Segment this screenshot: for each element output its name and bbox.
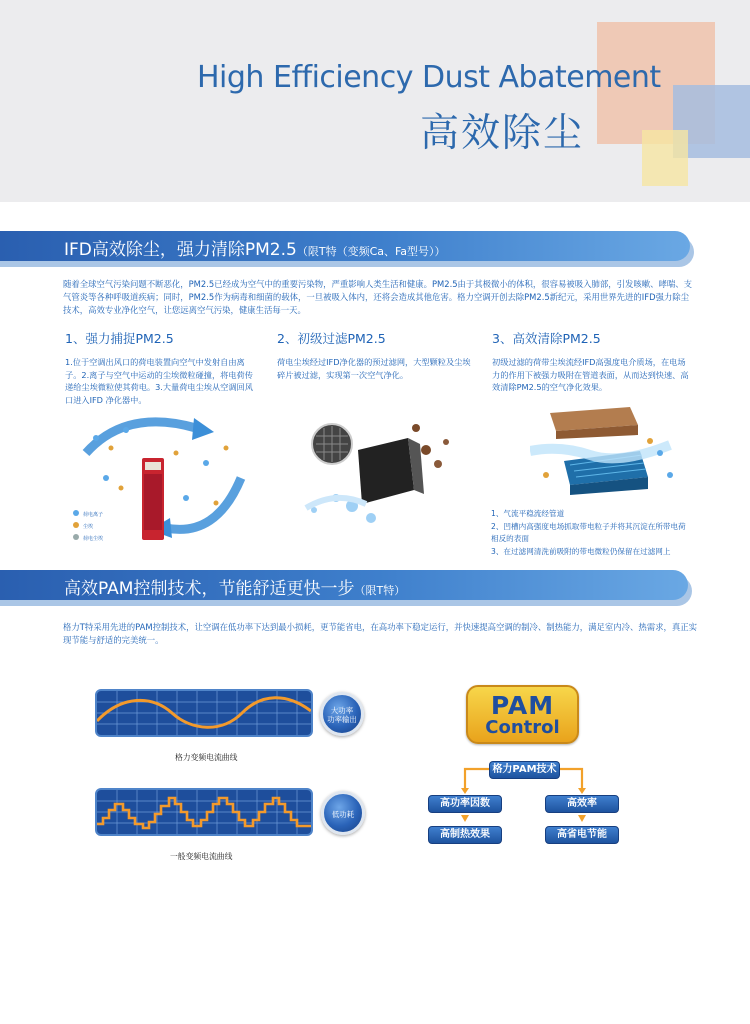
column-text: 初级过滤的荷带尘埃流经IFD高强度电介质场，在电场力的作用下被强力吸附在管道表面，从而达到快速、高效清除PM2.5的空气净化效果。 bbox=[492, 357, 689, 392]
pam-logo-line2: Control bbox=[485, 717, 560, 738]
legend-charged-dust: 荷电尘埃 bbox=[83, 536, 104, 542]
hero-title-en: High Efficiency Dust Abatement bbox=[197, 60, 661, 95]
decor-square-yellow bbox=[642, 130, 688, 186]
column-text: 1.位于空调出风口的荷电装置向空气中发射自由离子。2.离子与空气中运动的尘埃微粒碰撞，将电荷传递给尘埃微粒使其荷电。3.大量荷电尘埃从空调回风口进入IFD 净化器中。 bbox=[65, 357, 253, 405]
flow-root-box: 格力PAM技术 bbox=[489, 761, 560, 779]
note-item: 2、凹槽内高强度电场抓取带电粒子并将其沉淀在所带电荷相反的表面 bbox=[491, 521, 686, 544]
pam-logo-line1: PAM bbox=[490, 691, 555, 720]
column-text: 荷电尘埃经过IFD净化器的预过滤网，大型颗粒及尘埃碎片被过滤，实现第一次空气净化。 bbox=[277, 357, 471, 380]
electric-field-illustration bbox=[530, 405, 690, 505]
column-capture bbox=[65, 329, 261, 406]
hero-banner bbox=[0, 0, 750, 202]
generic-current-curve bbox=[95, 788, 313, 836]
section2-title: 高效PAM控制技术，节能舒适更快一步（限T特） bbox=[64, 579, 406, 599]
flow-high-heating: 高制热效果 bbox=[428, 826, 502, 844]
section1-title: IFD高效除尘，强力清除PM2.5（限T特（变频Ca、Fa型号）） bbox=[64, 240, 446, 260]
field-notes bbox=[491, 508, 691, 558]
column-heading: 3、高效清除PM2.5 bbox=[492, 331, 601, 346]
legend-dust: 尘埃 bbox=[83, 524, 94, 530]
section1-intro: 随着全球空气污染问题不断恶化，PM2.5已经成为空气中的重要污染物，严重影响人类生活和健康。PM2.5由于其极微小的体积，很容易被吸入肺部，引发咳嗽、哮喘、支气管炎等各种呼吸道疾病；同时，PM2.5作为病毒和细菌的载体，一旦被吸入体内，还将会造成其他危害。格力空调开创去除PM2.5新纪元，采用世界先进的IFD强力除尘技术，高效专业净化空气，让您远离空气污染，健康生活每一天。 bbox=[63, 279, 693, 315]
section2-intro: 格力T特采用先进的PAM控制技术，让空调在低功率下达到最小损耗，更节能省电，在高功率下稳定运行，并快速提高空调的制冷、制热能力，满足室内冷、热需求，真正实现节能与舒适的完美统一。 bbox=[63, 622, 697, 645]
section1-subtitle: （限T特（变频Ca、Fa型号）） bbox=[296, 245, 446, 258]
column-prefilter bbox=[277, 329, 477, 381]
section1-header bbox=[0, 231, 750, 267]
flow-energy-saving: 高省电节能 bbox=[545, 826, 619, 844]
column-clear bbox=[492, 329, 692, 394]
badge-line: 低功耗 bbox=[331, 810, 355, 819]
flow-high-power-factor: 高功率因数 bbox=[428, 795, 502, 813]
badge-line: 功率输出 bbox=[327, 715, 357, 724]
prefilter-illustration bbox=[296, 420, 466, 530]
hero-title-cn: 高效除尘 bbox=[420, 111, 585, 156]
wave2-caption: 一般变频电流曲线 bbox=[170, 852, 233, 861]
gree-current-curve bbox=[95, 689, 313, 737]
flow-high-efficiency: 高效率 bbox=[545, 795, 619, 813]
wave1-caption: 格力变频电流曲线 bbox=[175, 753, 238, 762]
badge-line: 大功率 bbox=[330, 706, 354, 715]
column-heading: 1、强力捕捉PM2.5 bbox=[65, 331, 174, 346]
note-item: 3、在过滤网清洗前吸附的带电微粒仍保留在过滤网上 bbox=[491, 546, 671, 556]
pam-control-logo bbox=[466, 685, 579, 744]
ac-airflow-illustration bbox=[66, 408, 258, 546]
legend-ion: 荷电离子 bbox=[83, 512, 104, 518]
section2-header bbox=[0, 570, 750, 606]
high-power-badge bbox=[320, 692, 364, 736]
low-consumption-badge bbox=[321, 791, 365, 835]
section2-subtitle: （限T特） bbox=[354, 584, 406, 597]
column-heading: 2、初级过滤PM2.5 bbox=[277, 331, 386, 346]
note-item: 1、气流平稳流经管道 bbox=[491, 509, 565, 518]
